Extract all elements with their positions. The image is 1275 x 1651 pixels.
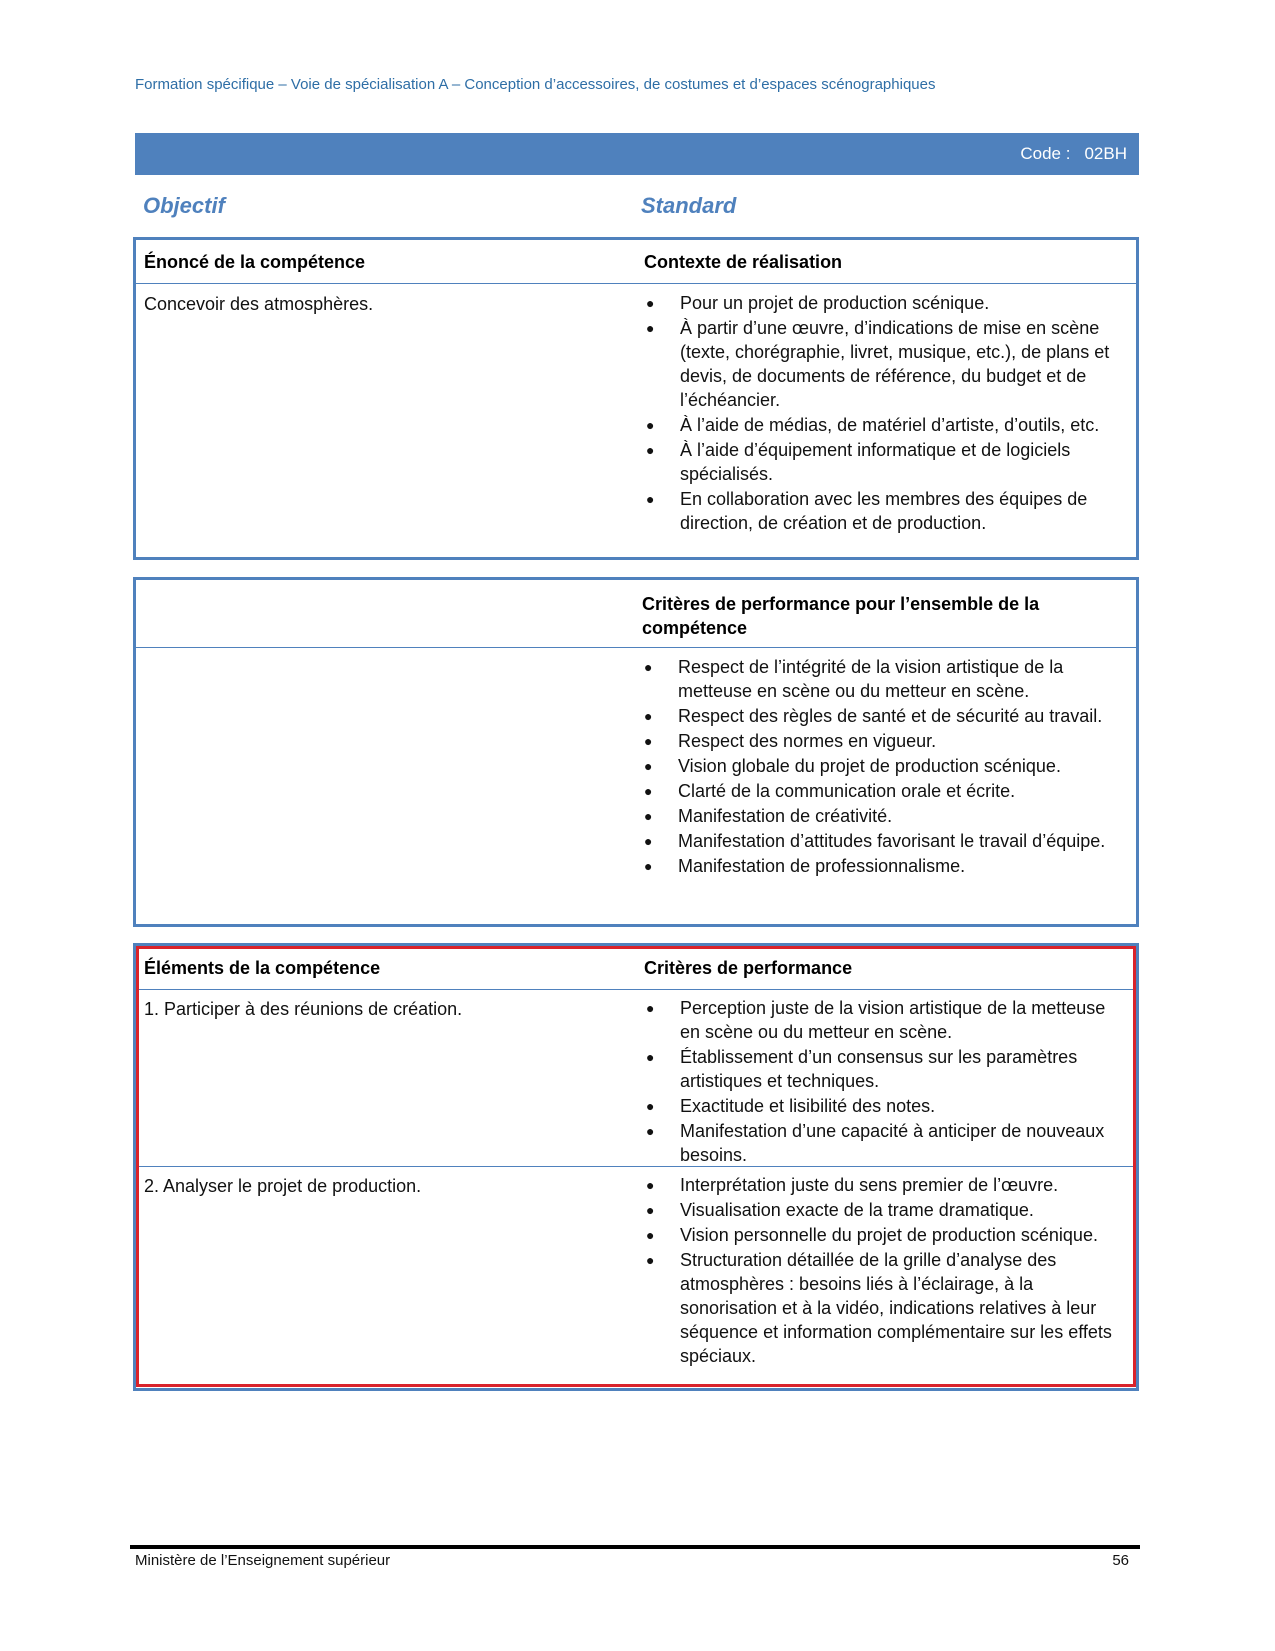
code-band bbox=[133, 133, 1139, 175]
bullet-icon: ● bbox=[646, 295, 655, 311]
criteria-column-head: Critères de performance bbox=[644, 958, 853, 978]
list-item: ● Respect des normes en vigueur. bbox=[644, 731, 937, 751]
elements-column-head: Éléments de la compétence bbox=[144, 958, 381, 978]
header-divider bbox=[136, 647, 1136, 648]
list-item: ● Perception juste de la vision artistique de la metteuse en scène ou du metteur en scène. bbox=[646, 998, 1106, 1042]
list-item: ● À l’aide de médias, de matériel d’artiste, d’outils, etc. bbox=[646, 415, 1100, 435]
list-item: ● Respect de l’intégrité de la vision artistique de la metteuse en scène ou du metteur en scène. bbox=[644, 657, 1064, 701]
bullet-icon: ● bbox=[646, 1123, 655, 1139]
global-criteria-table bbox=[133, 577, 1139, 927]
bullet-icon: ● bbox=[646, 1252, 655, 1268]
statement-column-head: Énoncé de la compétence bbox=[144, 252, 366, 272]
running-header: Formation spécifique – Voie de spécialisation A – Conception d’accessoires, de costumes et d’espaces scénographiques bbox=[135, 76, 936, 93]
bullet-icon: ● bbox=[644, 808, 653, 824]
list-item: ● Manifestation d’une capacité à anticiper de nouveaux besoins. bbox=[646, 1121, 1105, 1165]
code-value: 02BH bbox=[1084, 144, 1127, 163]
bullet-icon: ● bbox=[646, 442, 655, 458]
list-item: ● Vision globale du projet de production scénique. bbox=[644, 756, 1061, 776]
footer-rule bbox=[130, 1545, 1140, 1549]
bullet-icon: ● bbox=[644, 833, 653, 849]
competence-statement-table bbox=[133, 237, 1139, 560]
bullet-icon: ● bbox=[646, 1227, 655, 1243]
context-list bbox=[644, 291, 1124, 536]
competency-code bbox=[1020, 144, 1127, 164]
bullet-icon: ● bbox=[644, 858, 653, 874]
highlight-frame bbox=[136, 946, 1136, 1387]
context-column-head: Contexte de réalisation bbox=[644, 252, 843, 272]
objectif-heading: Objectif bbox=[143, 193, 225, 218]
list-item: ● Manifestation de créativité. bbox=[644, 806, 893, 826]
bullet-icon: ● bbox=[646, 1177, 655, 1193]
bullet-icon: ● bbox=[646, 1049, 655, 1065]
bullet-icon: ● bbox=[644, 733, 653, 749]
bullet-icon: ● bbox=[646, 1000, 655, 1016]
header-divider bbox=[136, 283, 1136, 284]
competence-statement: Concevoir des atmosphères. bbox=[144, 294, 374, 314]
list-item: ● En collaboration avec les membres des équipes de direction, de création et de production. bbox=[646, 489, 1088, 533]
list-item: ● Visualisation exacte de la trame dramatique. bbox=[646, 1200, 1034, 1220]
bullet-icon: ● bbox=[644, 758, 653, 774]
list-item: ● À l’aide d’équipement informatique et de logiciels spécialisés. bbox=[646, 440, 1071, 484]
list-item: ● Interprétation juste du sens premier de l’œuvre. bbox=[646, 1175, 1059, 1195]
bullet-icon: ● bbox=[646, 417, 655, 433]
list-item: ● Clarté de la communication orale et écrite. bbox=[644, 781, 1016, 801]
global-criteria-list bbox=[642, 655, 1118, 879]
element-2: 2. Analyser le projet de production. bbox=[144, 1176, 422, 1196]
bullet-icon: ● bbox=[644, 659, 653, 675]
element-1: 1. Participer à des réunions de création. bbox=[144, 999, 463, 1019]
list-item: ● Manifestation d’attitudes favorisant le travail d’équipe. bbox=[644, 831, 1106, 851]
list-item: ● Exactitude et lisibilité des notes. bbox=[646, 1096, 936, 1116]
footer-ministry: Ministère de l’Enseignement supérieur bbox=[135, 1552, 391, 1569]
bullet-icon: ● bbox=[646, 491, 655, 507]
list-item: ● Pour un projet de production scénique. bbox=[646, 293, 990, 313]
list-item: ● Structuration détaillée de la grille d’analyse des atmosphères : besoins liés à l’éclairage, à la sonorisation et à la vidéo, indications relatives à leur séquence et information complémentaire sur les effets spéciaux. bbox=[646, 1250, 1112, 1366]
page-number: 56 bbox=[1112, 1552, 1129, 1569]
global-criteria-head: Critères de performance pour l’ensemble de la compétence bbox=[642, 594, 1040, 638]
list-item: ● Établissement d’un consensus sur les paramètres artistiques et techniques. bbox=[646, 1047, 1078, 1091]
list-item: ● Manifestation de professionnalisme. bbox=[644, 856, 966, 876]
code-label: Code : bbox=[1020, 144, 1071, 163]
list-item: ● Vision personnelle du projet de production scénique. bbox=[646, 1225, 1098, 1245]
bullet-icon: ● bbox=[644, 783, 653, 799]
list-item: ● Respect des règles de santé et de sécurité au travail. bbox=[644, 706, 1103, 726]
bullet-icon: ● bbox=[646, 1202, 655, 1218]
bullet-icon: ● bbox=[646, 1098, 655, 1114]
bullet-icon: ● bbox=[646, 320, 655, 336]
bullet-icon: ● bbox=[644, 708, 653, 724]
standard-heading: Standard bbox=[641, 193, 737, 218]
list-item: ● À partir d’une œuvre, d’indications de mise en scène (texte, chorégraphie, livret, musique, etc.), de plans et devis, de documents de référence, du budget et de l’échéancier. bbox=[646, 318, 1110, 410]
